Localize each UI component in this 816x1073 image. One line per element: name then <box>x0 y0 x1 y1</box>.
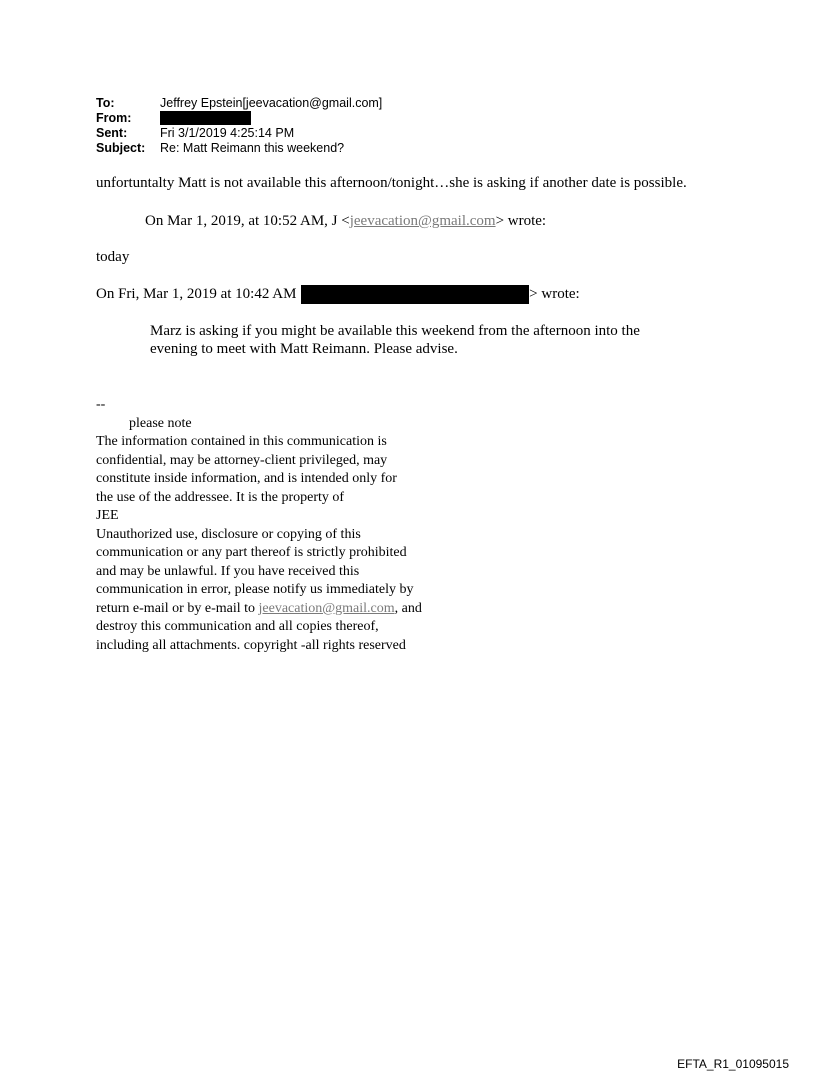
quote2-line <box>96 285 580 304</box>
from-redaction <box>160 111 251 125</box>
quote1-prefix: On Mar 1, 2019, at 10:52 AM, J < <box>145 213 350 229</box>
disclaimer-line: JEE <box>96 508 119 523</box>
document-id: EFTA_R1_01095015 <box>677 1057 789 1071</box>
to-value: Jeffrey Epstein[jeevacation@gmail.com] <box>160 96 383 110</box>
inner-line-1: Marz is asking if you might be available this weekend from the afternoon into the <box>150 323 640 339</box>
from-label: From: <box>96 111 132 125</box>
header-subject-row <box>96 141 382 155</box>
signature-disclaimer <box>96 396 422 655</box>
disclaimer-return-line <box>96 600 422 619</box>
disclaimer-line: communication or any part thereof is strictly prohibited <box>96 545 407 560</box>
return-suffix: , and <box>394 600 422 616</box>
email-header <box>96 96 382 156</box>
quote2-prefix: On Fri, Mar 1, 2019 at 10:42 AM <box>96 286 297 302</box>
disclaimer-line: communication in error, please notify us immediately by <box>96 582 414 597</box>
header-to-row <box>96 96 382 110</box>
sent-value: Fri 3/1/2019 4:25:14 PM <box>160 126 295 140</box>
please-note: please note <box>129 415 192 431</box>
disclaimer-line: destroy this communication and all copies thereof, <box>96 619 379 634</box>
quote2-suffix: > wrote: <box>529 286 580 302</box>
inner-line-2: evening to meet with Matt Reimann. Please advise. <box>150 341 458 357</box>
sent-label: Sent: <box>96 126 128 140</box>
sender-redaction <box>301 285 529 304</box>
quote1-email-link[interactable]: jeevacation@gmail.com <box>349 213 496 229</box>
return-prefix: return e-mail or by e-mail to <box>96 600 259 616</box>
disclaimer-line: and may be unlawful. If you have received this <box>96 563 360 579</box>
today-line: today <box>96 249 130 265</box>
disclaimer-line: confidential, may be attorney-client privileged, may <box>96 452 388 468</box>
header-sent-row <box>96 126 382 140</box>
signature-email-link[interactable]: jeevacation@gmail.com <box>258 600 395 616</box>
disclaimer-line: constitute inside information, and is intended only for <box>96 471 397 486</box>
to-label: To: <box>96 96 115 110</box>
quote1-suffix: > wrote: <box>495 213 547 229</box>
header-from-row <box>96 111 382 125</box>
disclaimer-line: Unauthorized use, disclosure or copying of this <box>96 526 361 542</box>
quote1-line <box>145 212 546 230</box>
reply-line: unfortuntalty Matt is not available this afternoon/tonight…she is asking if another date is possible. <box>96 175 687 191</box>
signature-dashes: -- <box>96 397 106 412</box>
disclaimer-line: The information contained in this communication is <box>96 434 387 449</box>
subject-value: Re: Matt Reimann this weekend? <box>160 141 345 155</box>
disclaimer-line: the use of the addressee. It is the property of <box>96 489 345 505</box>
subject-label: Subject: <box>96 141 146 155</box>
disclaimer-line: including all attachments. copyright -all rights reserved <box>96 637 406 653</box>
